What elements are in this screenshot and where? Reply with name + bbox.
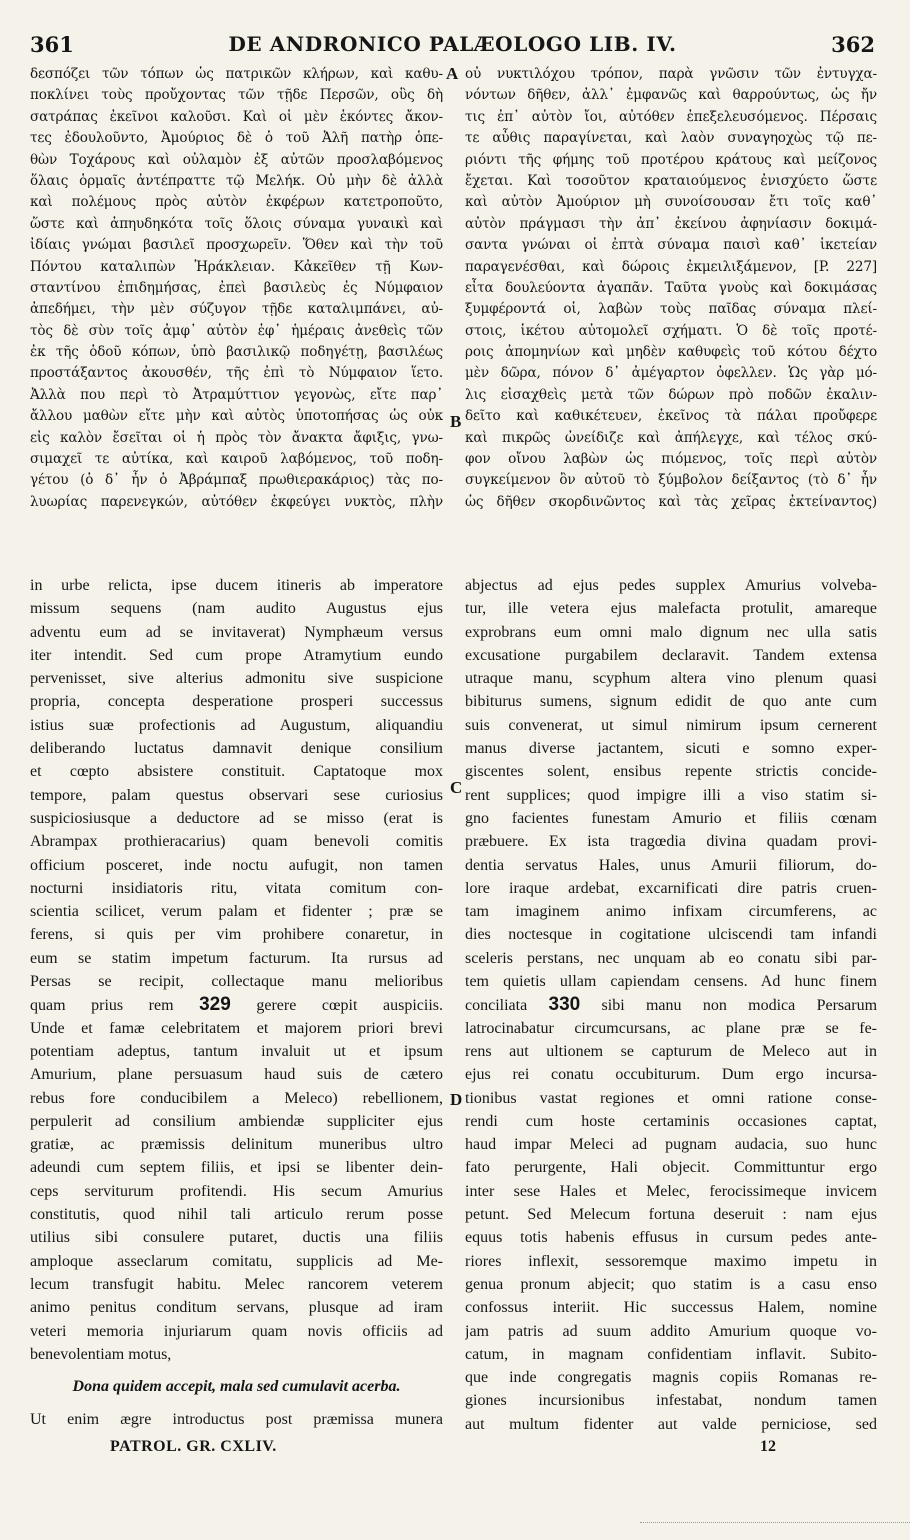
section-marker-c: C	[450, 778, 463, 797]
greek-right-line: καὶ πικρῶς ὠνείδιζε καὶ ἀπήλεγχε, καὶ τέλος σκύ-	[465, 429, 877, 446]
greek-left-line: ἄλλου μαθὼν εἴτε μὴν καὶ αὐτὸς ὑποτοπήσας ὡς οὐκ	[30, 408, 443, 425]
greek-left-line: σταντίνου ἐπιδημήσας, ἐπεὶ βασιλεὺς ἐς Νύμφαιον	[30, 279, 443, 296]
greek-left-line: εἰς καλὸν ἔσεῖται οἱ ἡ πρὸς τὸν ἄνακτα ἄφιξις, γνω-	[30, 429, 443, 446]
greek-left-line: προστάξαντος ἀκουσθέν, τῆς ἐπὶ τὸ Νύμφαιον ἵετο.	[30, 365, 443, 382]
latin-right-line: utraque manu, scyphum altera vino plenum quasi	[465, 670, 877, 688]
greek-left-line: Πόντου καταλιπὼν Ἡράκλειαν. Κἀκεῖθεν τῇ Κων-	[30, 258, 443, 275]
greek-left-line: Ἀλλὰ που περὶ τὸ Ἀτραμύττιον γεγονὼς, εἴτε παρ᾽	[30, 386, 443, 403]
latin-left-line: suspiciosiusque a deductore ad se misso (erat is	[30, 809, 443, 827]
latin-right-line: giones incursionibus infestabat, nondum tamen	[465, 1392, 877, 1410]
latin-left-line: nocturni insidiatoris ritu, vitata comitum con-	[30, 879, 443, 897]
latin-left-line: adventu eum ad se invitaverat) Nymphæum versus	[30, 623, 443, 641]
latin-left-line: deliberando luctatus damnavit denique consilium	[30, 740, 443, 758]
latin-left-line: Abrampax prothieracarius) quam benevoli comitis	[30, 833, 443, 851]
section-marker-a: A	[446, 64, 459, 83]
greek-left-line: ἐκ τῆς ὁδοῦ κόπων, ὑπὸ βασιλικῷ ποδηγέτῃ, βασιλέως	[30, 344, 443, 361]
greek-left-line: καὶ πολέμους πρὸς αὐτὸν ἐκφέρων κατετροποῦτο,	[30, 194, 443, 211]
greek-right-line: αὐτὸν πράγμασι τὴν ἀπ᾽ ἐκείνου ἀφηνίασιν δοκιμά-	[465, 215, 877, 232]
latin-left-line: pervenisset, sive alterius admonitu sive suspicione	[30, 670, 443, 688]
greek-right-line: νόντων δῆθεν, ἀλλ᾽ ἐμφανῶς καὶ θαρρούντως, ὡς ἤν	[465, 87, 877, 104]
latin-left-line: lecum transfugit habitu. Melec rancorem veterem	[30, 1275, 443, 1293]
latin-right-line: manus diverse jactantem, sicuti e somno exper-	[465, 740, 877, 758]
latin-right-line: que inde congregatis magnis copiis Romanas re-	[465, 1369, 877, 1387]
latin-text-left-column	[30, 574, 443, 1366]
latin-left-line: iter intendit. Sed cum prope Atramytium eundo	[30, 646, 443, 664]
greek-left-line: ὅλαις ὁρμαῖς ἀντέπραττε τῷ Μελήκ. Οὐ μὴν δὲ ἀλλὰ	[30, 172, 443, 189]
latin-left-line: et cœpto absistere constituit. Captatoque mox	[30, 763, 443, 781]
greek-right-line: ὡς δῆθεν σκορδινῶντος καὶ τὰς χεῖρας ἐκτείναντος)	[465, 493, 877, 510]
greek-left-line: τὸς δὲ σὺν τοῖς ἀμφ᾽ αὐτὸν ἐφ᾽ ἡμέραις ἀνεθεὶς τῶν	[30, 322, 443, 339]
greek-left-line: τες ἐδουλοῦντο, Ἀμούριος δὲ ὁ τοῦ Ἀλῆ πατὴρ ὁπε-	[30, 130, 443, 147]
latin-right-line: tem quietis ullam capiendam censens. Ad hunc finem	[465, 973, 877, 991]
greek-text-left-column	[30, 64, 443, 513]
latin-right-line: rens aut ultionem se capturum de Meleco aut in	[465, 1042, 877, 1060]
signature-number: 12	[760, 1438, 776, 1455]
latin-right-line: genua pronum abjecit; quo statim is a casu enso	[465, 1275, 877, 1293]
latin-left-line: eum se statim impetum facturum. Ita rursus ad	[30, 949, 443, 967]
greek-left-line: σατράπας ἐκεῖνοι καλοῦσι. Καὶ οἱ μὲν ἑκόντες ἄκον-	[30, 108, 443, 125]
latin-left-line: adeundi cum septem filiis, et ipsi se libenter dein-	[30, 1159, 443, 1177]
scan-artifact	[640, 1522, 910, 1524]
greek-right-line: ξυμφέροντά οἱ, λαβὼν τοὺς παῖδας σύναμα πλεί-	[465, 301, 877, 318]
greek-right-line: καὶ αὐτὸν Ἀμούριον μὴ συνοίσουσαν ἔτι τοῖς καθ᾽	[465, 194, 877, 211]
latin-right-line: riores inflexit, sessoremque maximo impetu in	[465, 1252, 877, 1270]
latin-left-line: amploque asseclarum comitatu, supplicis ad Me-	[30, 1252, 443, 1270]
latin-text-right-column	[465, 574, 877, 1436]
latin-right-line: tur, ille vetera ejus malefacta protulit, amareque	[465, 600, 877, 618]
printer-signature: PATROL. GR. CXLIV.	[110, 1438, 277, 1455]
greek-right-line: τε αὖθις παραγίνεται, καὶ λαὸν συναγηοχὼς τῷ πε-	[465, 130, 877, 147]
latin-left-line: quam prius rem 329 gerere cœpit auspiciis.	[30, 994, 443, 1016]
latin-right-line: petunt. Sed Melecum fortuna deseruit : nam ejus	[465, 1206, 877, 1224]
latin-right-line: inter sese Hales et Melec, ferocissimeque invicem	[465, 1182, 877, 1200]
latin-right-line: bibiturus sumens, signum edidit de quo ante cum	[465, 693, 877, 711]
latin-right-line: dies noctesque in cogitatione ulciscendi tam infandi	[465, 926, 877, 944]
latin-right-line: exprobrans eum omni malo dignum nec ulla satis	[465, 623, 877, 641]
latin-left-line: in urbe relicta, ipse ducem itineris ab imperatore	[30, 577, 443, 594]
latin-continuation-line: Ut enim ægre introductus post præmissa munera	[30, 1411, 443, 1428]
latin-left-line: officium posceret, inde noctu aufugit, non tamen	[30, 856, 443, 874]
latin-right-line: latrocinabatur circumcursans, ac plane præ se fe-	[465, 1019, 877, 1037]
latin-left-line: perpulerit ad consilium ambiendæ suppliciter ejus	[30, 1112, 443, 1130]
latin-left-line: veteri memoria injuriarum quam novis officiis ad	[30, 1322, 443, 1340]
latin-left-line: ceps serviturum profitendi. His secum Amurius	[30, 1182, 443, 1200]
section-marker-d: D	[450, 1090, 463, 1109]
latin-right-line: rent supplices; quod impigre illi a viso statim si-	[465, 786, 877, 804]
latin-right-line: tionibus vastat regiones et omni ratione conse-	[465, 1089, 877, 1107]
greek-right-line: ριόντι τῆς φήμης τοῦ προτέρου κράτους καὶ μείζονος	[465, 151, 877, 168]
latin-left-line: gratiæ, ac præmissis delinitum muneribus ultro	[30, 1136, 443, 1154]
latin-left-line: istius suæ profectionis ad Augustum, aliquandiu	[30, 716, 443, 734]
latin-left-line: scientia scilicet, verum palam et fidenter ; præ se	[30, 903, 443, 921]
greek-left-line: ὥστε καὶ ἀπηυδηκότα τοῖς ὅλοις σύναμα γυναικὶ καὶ	[30, 215, 443, 232]
greek-right-line: τις ἐπ᾽ αὐτὸν ἴοι, αὐτόθεν ἐπεξελευσόμενος. Πέρσαις	[465, 108, 877, 125]
greek-left-line: δεσπόζει τῶν τόπων ὡς πατρικῶν κλήρων, καὶ καθυ-	[30, 66, 443, 82]
latin-right-line: conciliata 330 sibi manu non modica Persarum	[465, 994, 877, 1016]
latin-right-line: abjectus ad ejus pedes supplex Amurius volveba-	[465, 577, 877, 594]
greek-right-line: οὐ νυκτιλόχου τρόπον, παρὰ γνῶσιν τῶν ἐντυγχα-	[465, 66, 877, 82]
greek-right-line: ροις ἀπομηνίων καὶ μηδὲν καθυφεὶς τοῦ κότου δέχτο	[465, 344, 877, 361]
latin-right-line: præbuere. Ex ista tragœdia divina quadam provi-	[465, 833, 877, 851]
latin-left-line: Persas se recipit, collectaque manu melioribus	[30, 973, 443, 991]
latin-left-line: tempore, palam questus observari sese curiosius	[30, 786, 443, 804]
greek-left-line: σιμαχεῖ τε αὐτίκα, καὶ καιροῦ λαβόμενος, τοῦ ποδη-	[30, 451, 443, 468]
latin-right-line: giscentes solent, ensibus repente strictis concide-	[465, 763, 877, 781]
latin-left-line: propria, concepta desperatione prosperi successus	[30, 693, 443, 711]
latin-left-line: Unde et famæ celebritatem et majorem priori brevi	[30, 1019, 443, 1037]
section-marker-b: B	[450, 412, 462, 431]
latin-right-line: dentia servatus Hales, unus Amurii filiorum, do-	[465, 856, 877, 874]
greek-right-line: φον οἴνου λαβὼν ὡς πιόμενος, τοῖς περὶ αὐτὸν	[465, 451, 877, 468]
running-title: DE ANDRONICO PALÆOLOGO LIB. IV.	[228, 32, 677, 56]
latin-left-line: missum sequens (nam audito Augustus ejus	[30, 600, 443, 618]
latin-left-line: rebus fore conducibilem a Meleco) rebellionem,	[30, 1089, 443, 1107]
latin-left-line: Amurium, plane persuasum haud suis de cætero	[30, 1066, 443, 1084]
verse-citation: Dona quidem accepit, mala sed cumulavit acerba.	[72, 1378, 401, 1395]
latin-left-line: utilius sibi consulere putaret, ductis una filiis	[30, 1229, 443, 1247]
latin-right-line: confossus interiit. Hic successus Halem, nomine	[465, 1299, 877, 1317]
latin-right-line: rendi cum hoste certaminis occasiones captat,	[465, 1112, 877, 1130]
page-number-left: 361	[30, 32, 74, 57]
greek-left-line: θὼν Τοχάρους καὶ οὐλαμὸν ἐξ αὐτῶν προσλαβόμενος	[30, 151, 443, 168]
greek-right-line: δεῖτο καὶ καθικέτευεν, ἐκεῖνος τὰ πάλαι προὔφερε	[465, 408, 877, 425]
greek-left-line: λυωρίας παρενεγκών, αὐτόθεν ἐκφεύγει νυκτὸς, πλὴν	[30, 493, 443, 510]
greek-right-line: ἔχεται. Καὶ τοσοῦτον κραταιούμενος ἐνισχύετο ὥστε	[465, 172, 877, 189]
greek-left-line: ἰδίαις γνώμαι βασιλεῖ προσχωρεῖν. Ὅθεν καὶ τὴν τοῦ	[30, 237, 443, 254]
latin-right-line: lore iraque ardebat, excarnificati dire patris cruen-	[465, 879, 877, 897]
latin-right-line: sceleris perstans, nec unquam ab eo conatu sibi par-	[465, 949, 877, 967]
greek-text-right-column	[465, 64, 877, 513]
greek-left-line: ἀπεδήμει, τὴν μὲν σύζυγον τῇδε καταλιμπάνει, αὐ-	[30, 301, 443, 318]
latin-left-line: constitutis, quod nihil tali articulo rerum posse	[30, 1206, 443, 1224]
latin-right-line: ejus rei conatu occubiturum. Dum ergo incursa-	[465, 1066, 877, 1084]
latin-right-line: suis convenerat, ut simul nimirum ipsum cernerent	[465, 716, 877, 734]
latin-right-line: catum, in magnam confidentiam inflavit. Subito-	[465, 1345, 877, 1363]
greek-right-line: εἶτα δουλεύοντα ἀγαπᾶν. Ταῦτα γνοὺς καὶ δοκιμάσας	[465, 279, 877, 296]
latin-right-line: jam patris ad suum addito Amurium quoque vo-	[465, 1322, 877, 1340]
latin-right-line: fato perurgente, Hali objecit. Committuntur ergo	[465, 1159, 877, 1177]
greek-left-line: γέτου (ὁ δ᾽ ἦν ὁ Ἀβράμπαξ πρωθιερακάριος) τὰς πο-	[30, 472, 443, 489]
greek-right-line: σαντα γνώναι οἱ ἐπτὰ σύναμα παισὶ καθ᾽ ἱκετείαν	[465, 237, 877, 254]
latin-left-line: potentiam adeptus, tantum invaluit ut et ipsum	[30, 1042, 443, 1060]
latin-left-line: ferens, si quis per vim prohibere conaretur, in	[30, 926, 443, 944]
latin-right-line: gno facientes funestam Amurio et filiis cœnam	[465, 809, 877, 827]
running-head	[30, 28, 875, 60]
page-number-right: 362	[831, 32, 875, 57]
latin-right-line: excusatione purgabilem declaravit. Tandem extensa	[465, 646, 877, 664]
latin-right-line: equus totis habenis effusus in cursum pedes ante-	[465, 1229, 877, 1247]
greek-right-line: μὲν δῶρα, πόνον δ᾽ ἀμέγαρτον ὀφελλεν. Ὡς γὰρ μό-	[465, 365, 877, 382]
latin-right-line: tam imaginem animo infixam circumferens, ac	[465, 903, 877, 921]
latin-left-line: benevolentiam motus,	[30, 1345, 172, 1363]
latin-left-line: animo penitus conditum servans, plusque ad iram	[30, 1299, 443, 1317]
greek-right-line: συγκείμενον ὂν αὐτοῦ τὸ ξύμβολον δείξαντος (τὸ δ᾽ ἦν	[465, 472, 877, 489]
greek-left-line: ποκλίνει τοὺς προὔχοντας τῶν τῇδε Περσῶν, οὓς δὴ	[30, 87, 443, 104]
greek-right-line: παραγενέσθαι, καὶ δώροις ἐκμειλιξάμενον, [P. 227]	[465, 258, 877, 275]
greek-right-line: λις εἰσαχθεὶς μετὰ τῶν δώρων πρὸ ποδῶν ἐκαλιν-	[465, 386, 877, 403]
latin-right-line: aut multum fidenter aut valde perniciose, sed	[465, 1415, 877, 1433]
latin-right-line: haud impar Meleci ad pugnam audacia, suo hunc	[465, 1136, 877, 1154]
greek-right-line: στοις, ἱκέτου αὐτομολεῖ σχήματι. Ὁ δὲ τοῖς προτέ-	[465, 322, 877, 339]
